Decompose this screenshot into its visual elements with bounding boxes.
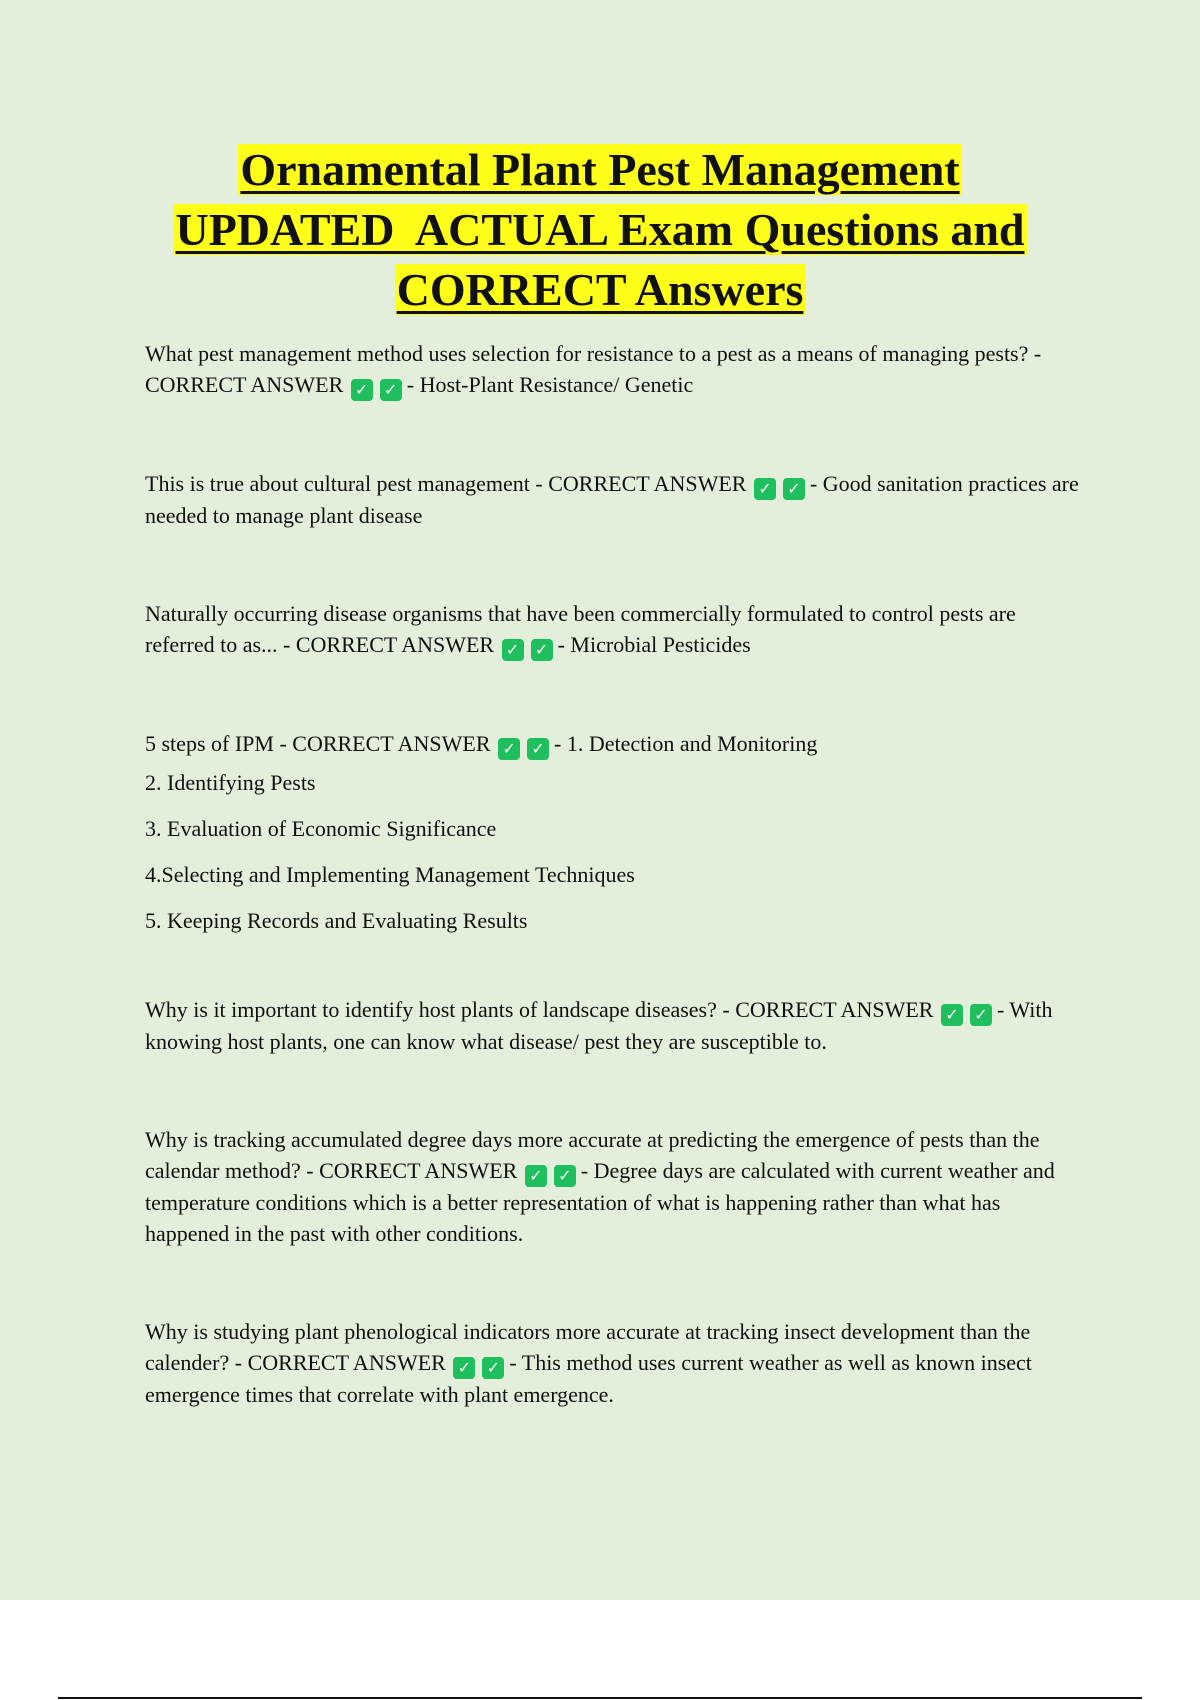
title-line-1: Ornamental Plant Pest Management [240, 144, 960, 195]
check-mark-icon: ✓ [351, 379, 373, 401]
qa-item [145, 1316, 1085, 1410]
qa-item [145, 994, 1085, 1057]
ipm-step: 3. Evaluation of Economic Significance [145, 816, 497, 841]
check-mark-icon: ✓ [554, 1165, 576, 1187]
question-text: 5 steps of IPM - CORRECT ANSWER [145, 731, 491, 756]
qa-item [145, 468, 1085, 531]
answer-text: - Degree days are calculated with current weather and temperature conditions which is a better representation of what is happening rather than what has happened in the past with other conditions. [145, 1158, 1055, 1246]
question-text: This is true about cultural pest management - CORRECT ANSWER [145, 471, 747, 496]
qa-item [145, 1124, 1085, 1249]
answer-text: - 1. Detection and Monitoring [554, 731, 818, 756]
question-text: Why is it important to identify host plants of landscape diseases? - CORRECT ANSWER [145, 997, 934, 1022]
document-title [100, 140, 1100, 320]
ipm-step: 5. Keeping Records and Evaluating Results [145, 908, 528, 933]
qa-item-ipm-steps [145, 728, 1085, 944]
title-line-3: CORRECT Answers [396, 264, 804, 315]
check-mark-icon: ✓ [498, 738, 520, 760]
qa-item [145, 338, 1085, 401]
check-mark-icon: ✓ [531, 639, 553, 661]
check-mark-icon: ✓ [754, 478, 776, 500]
answer-text: - Microbial Pesticides [557, 632, 751, 657]
check-mark-icon: ✓ [783, 478, 805, 500]
answer-text: - Host-Plant Resistance/ Genetic [406, 372, 694, 397]
check-mark-icon: ✓ [380, 379, 402, 401]
ipm-step: 2. Identifying Pests [145, 770, 316, 795]
answer-text: - This method uses current weather as well as known insect emergence times that correlate with plant emergence. [145, 1350, 1032, 1407]
question-text: What pest management method uses selection for resistance to a pest as a means of managing pests? - CORRECT ANSWER [145, 341, 1042, 397]
check-mark-icon: ✓ [502, 639, 524, 661]
check-mark-icon: ✓ [527, 738, 549, 760]
answer-text: - With knowing host plants, one can know what disease/ pest they are susceptible to. [145, 997, 1053, 1054]
check-mark-icon: ✓ [941, 1004, 963, 1026]
qa-list [145, 338, 1085, 1410]
question-text: Why is tracking accumulated degree days more accurate at predicting the emergence of pests than the calendar method? - CORRECT ANSWER [145, 1127, 1040, 1183]
footer-divider [58, 1697, 1142, 1699]
title-line-2: UPDATED ACTUAL Exam Questions and [175, 204, 1025, 255]
check-mark-icon: ✓ [453, 1357, 475, 1379]
check-mark-icon: ✓ [482, 1357, 504, 1379]
question-text: Naturally occurring disease organisms that have been commercially formulated to control pests are referred to as... - CORRECT ANSWER [145, 601, 1016, 657]
answer-text: - Good sanitation practices are needed to manage plant disease [145, 471, 1079, 528]
check-mark-icon: ✓ [525, 1165, 547, 1187]
qa-item [145, 598, 1085, 661]
ipm-step: 4.Selecting and Implementing Management Techniques [145, 862, 635, 887]
question-text: Why is studying plant phenological indicators more accurate at tracking insect development than the calender? - CORRECT ANSWER [145, 1319, 1031, 1375]
check-mark-icon: ✓ [970, 1004, 992, 1026]
